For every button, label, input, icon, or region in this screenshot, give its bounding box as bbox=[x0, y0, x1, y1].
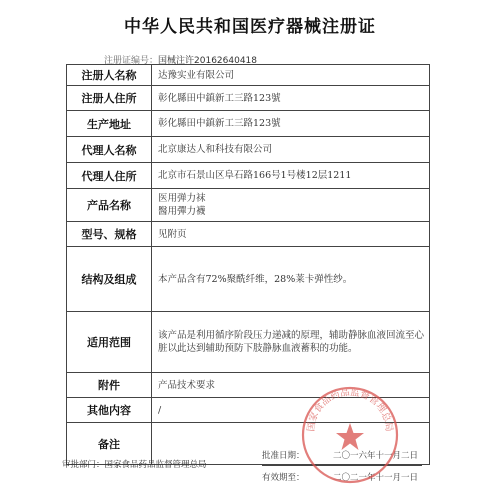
row-value-product-name bbox=[152, 189, 430, 222]
row-label-scope: 适用范围 bbox=[67, 312, 152, 373]
table-row bbox=[67, 163, 430, 189]
table-row bbox=[67, 86, 430, 111]
row-value-other: / bbox=[152, 398, 430, 423]
row-label-other: 其他内容 bbox=[67, 398, 152, 423]
row-value-composition: 本产品含有72%聚酰纤维，28%莱卡弹性纱。 bbox=[152, 247, 430, 312]
row-label-attachment: 附件 bbox=[67, 373, 152, 398]
table-row bbox=[67, 222, 430, 247]
approving-department-value: 国家食品药品监督管理总局 bbox=[104, 460, 207, 470]
date-block bbox=[262, 444, 422, 488]
approval-date bbox=[262, 444, 422, 466]
table-row bbox=[67, 398, 430, 423]
row-value-production-address: 彰化縣田中鎮新工三路123號 bbox=[152, 111, 430, 137]
valid-until bbox=[262, 466, 422, 488]
certificate-table bbox=[66, 64, 430, 465]
product-name-traditional: 醫用彈力襪 bbox=[158, 206, 206, 217]
row-value-attachment: 产品技术要求 bbox=[152, 373, 430, 398]
table-row bbox=[67, 312, 430, 373]
row-label-registrant-address: 注册人住所 bbox=[67, 86, 152, 111]
registration-number-value: 国械注许20162640418 bbox=[158, 56, 258, 66]
row-label-production-address: 生产地址 bbox=[67, 111, 152, 137]
approving-department bbox=[62, 458, 207, 470]
valid-until-label: 有效期至： bbox=[262, 473, 305, 483]
approving-department-label: 审批部门： bbox=[62, 460, 105, 470]
row-label-registrant-name: 注册人名称 bbox=[67, 65, 152, 86]
approval-date-value: 二〇一六年十一月二日 bbox=[332, 451, 418, 461]
table-row bbox=[67, 189, 430, 222]
product-name-simplified: 医用弹力袜 bbox=[158, 193, 206, 204]
table-row bbox=[67, 65, 430, 86]
approval-date-label: 批准日期： bbox=[262, 451, 305, 461]
table-row bbox=[67, 137, 430, 163]
table-row bbox=[67, 373, 430, 398]
row-label-agent-name: 代理人名称 bbox=[67, 137, 152, 163]
row-value-agent-address: 北京市石景山区阜石路166号1号楼12层1211 bbox=[152, 163, 430, 189]
certificate-title: 中华人民共和国医疗器械注册证 bbox=[124, 17, 376, 37]
row-value-agent-name: 北京康达人和科技有限公司 bbox=[152, 137, 430, 163]
table-row bbox=[67, 111, 430, 137]
valid-until-value: 二〇二一年十一月一日 bbox=[332, 473, 418, 483]
row-label-agent-address: 代理人住所 bbox=[67, 163, 152, 189]
row-label-remarks: 备注 bbox=[67, 423, 152, 465]
registration-number-label: 注册证编号： bbox=[104, 56, 159, 66]
row-label-model-spec: 型号、规格 bbox=[67, 222, 152, 247]
row-label-product-name: 产品名称 bbox=[67, 189, 152, 222]
row-value-scope: 该产品是利用循序阶段压力递减的原理，辅助静脉血液回流至心脏以此达到辅助预防下肢静脉血液蓄积的功能。 bbox=[152, 312, 430, 373]
row-value-model-spec: 见附页 bbox=[152, 222, 430, 247]
row-value-registrant-address: 彰化縣田中鎮新工三路123號 bbox=[152, 86, 430, 111]
table-row bbox=[67, 247, 430, 312]
seal-text: 国家食品药品监督管理总局 bbox=[305, 386, 395, 433]
row-value-registrant-name: 达豫实业有限公司 bbox=[152, 65, 430, 86]
row-label-composition: 结构及组成 bbox=[67, 247, 152, 312]
